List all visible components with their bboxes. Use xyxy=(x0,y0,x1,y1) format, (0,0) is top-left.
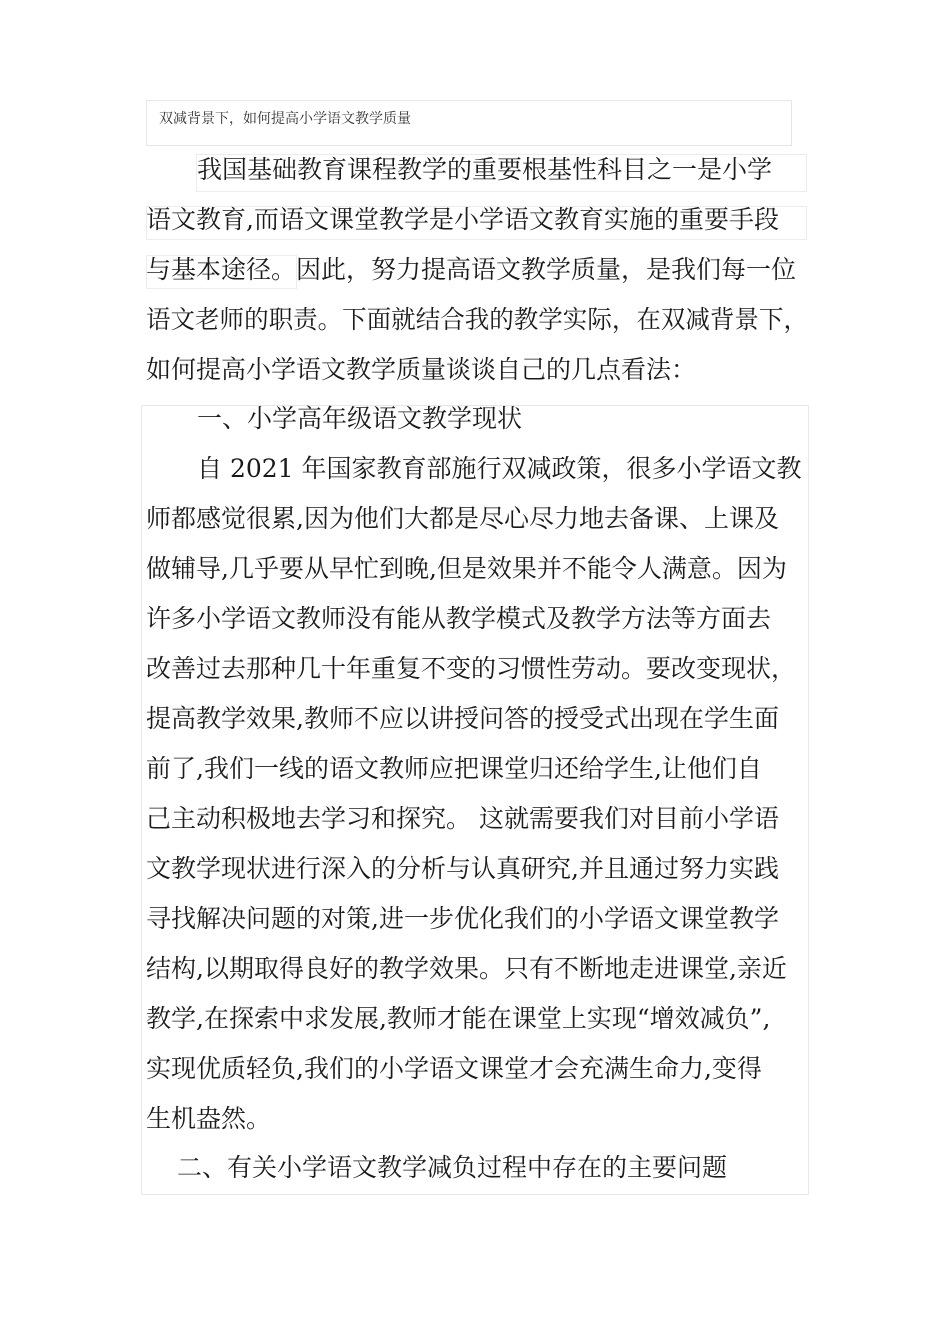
section-heading: 一、小学高年级语文教学现状 xyxy=(197,404,523,433)
section-heading: 二、有关小学语文教学减负过程中存在的主要问题 xyxy=(177,1153,728,1182)
document-title: 双减背景下，如何提高小学语文教学质量 xyxy=(159,111,411,127)
intro-line: 语文教育,而语文课堂教学是小学语文教育实施的重要手段 xyxy=(146,205,779,234)
section-line: 教学,在探索中求发展,教师才能在课堂上实现“增效减负”, xyxy=(146,1004,771,1033)
section-line: 自 2021 年国家教育部施行双减政策，很多小学语文教 xyxy=(197,454,802,483)
section-line: 许多小学语文教师没有能从教学模式及教学方法等方面去 xyxy=(146,604,772,633)
section-line: 做辅导,几乎要从早忙到晚,但是效果并不能令人满意。因为 xyxy=(146,554,787,583)
section-line: 寻找解决问题的对策,进一步优化我们的小学语文课堂教学 xyxy=(146,904,779,933)
intro-line: 我国基础教育课程教学的重要根基性科目之一是小学 xyxy=(197,155,773,184)
intro-line: 语文老师的职责。下面就结合我的教学实际，在双减背景下， xyxy=(146,305,808,334)
section-line: 生机盎然。 xyxy=(146,1104,272,1133)
section-line: 实现优质轻负,我们的小学语文课堂才会充满生命力,变得 xyxy=(146,1054,762,1083)
intro-line: 与基本途径。因此，努力提高语文教学质量，是我们每一位 xyxy=(146,255,797,284)
section-line: 师都感觉很累,因为他们大都是尽心尽力地去备课、上课及 xyxy=(146,504,779,533)
section-line: 前了,我们一线的语文教师应把课堂归还给学生,让他们自 xyxy=(146,754,762,783)
document-header xyxy=(146,100,792,146)
section-line: 结构,以期取得良好的教学效果。只有不断地走进课堂,亲近 xyxy=(146,954,787,983)
section-line: 改善过去那种几十年重复不变的习惯性劳动。要改变现状， xyxy=(146,654,797,683)
section-line: 己主动积极地去学习和探究。 这就需要我们对目前小学语 xyxy=(146,804,779,833)
intro-line: 如何提高小学语文教学质量谈谈自己的几点看法： xyxy=(146,355,697,384)
section-line: 文教学现状进行深入的分析与认真研究,并且通过努力实践 xyxy=(146,854,779,883)
section-line: 提高教学效果,教师不应以讲授问答的授受式出现在学生面 xyxy=(146,704,779,733)
